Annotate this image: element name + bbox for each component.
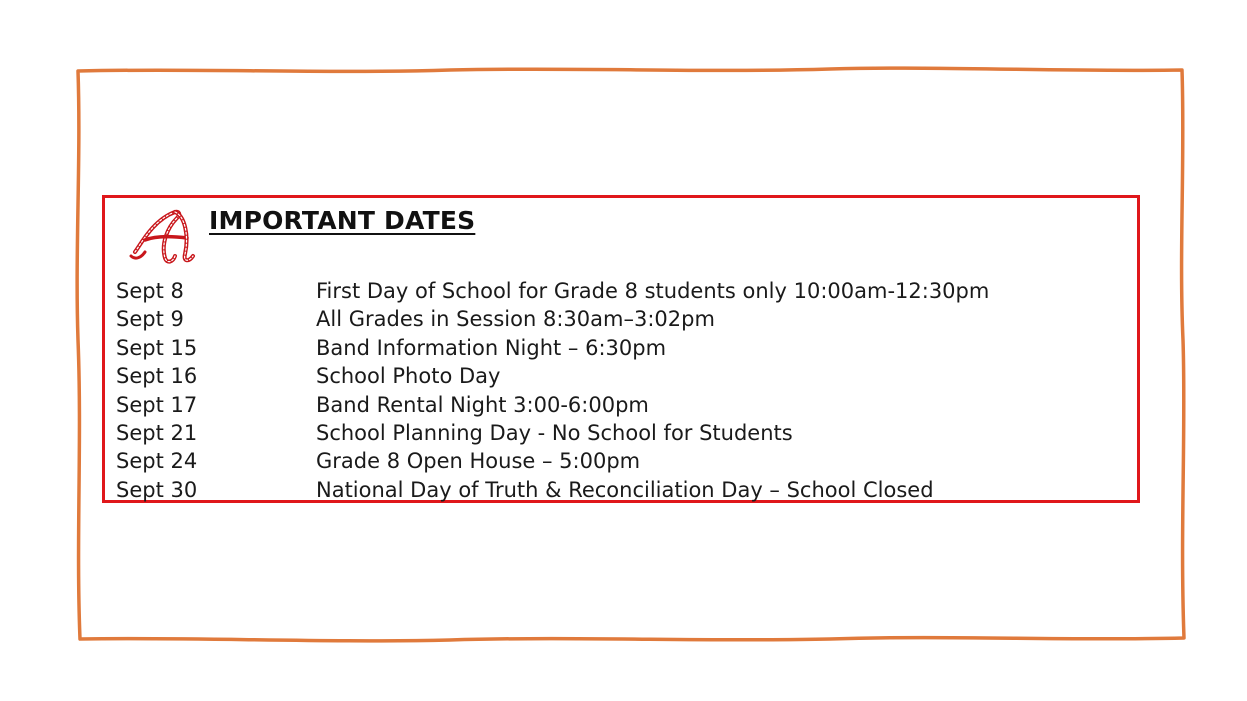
event-description: School Planning Day - No School for Students <box>316 420 793 445</box>
list-item <box>116 447 1126 475</box>
date-label: Sept 24 <box>116 449 198 474</box>
date-label: Sept 8 <box>116 279 184 303</box>
list-item <box>116 476 1126 504</box>
date-label: Sept 21 <box>116 420 198 445</box>
list-item <box>116 305 1126 333</box>
event-description: First Day of School for Grade 8 students only 10:00am-12:30pm <box>316 279 990 303</box>
dates-list <box>116 277 1126 504</box>
date-label: Sept 16 <box>116 364 198 389</box>
date-label: Sept 9 <box>116 307 184 332</box>
list-item <box>116 391 1126 419</box>
script-letter-a-logo-icon <box>127 206 197 266</box>
event-description: Band Information Night – 6:30pm <box>316 335 667 360</box>
date-label: Sept 17 <box>116 392 198 417</box>
list-item <box>116 334 1126 362</box>
important-dates-heading: IMPORTANT DATES <box>209 206 476 235</box>
date-label: Sept 15 <box>116 335 198 360</box>
list-item <box>116 419 1126 447</box>
date-label: Sept 30 <box>116 477 198 502</box>
event-description: National Day of Truth & Reconciliation Day – School Closed <box>316 477 934 502</box>
list-item <box>116 277 1126 305</box>
event-description: Grade 8 Open House – 5:00pm <box>316 449 641 474</box>
important-dates-box <box>102 195 1140 503</box>
event-description: School Photo Day <box>316 364 501 389</box>
event-description: All Grades in Session 8:30am–3:02pm <box>316 307 715 332</box>
list-item <box>116 362 1126 390</box>
event-description: Band Rental Night 3:00-6:00pm <box>316 392 649 417</box>
